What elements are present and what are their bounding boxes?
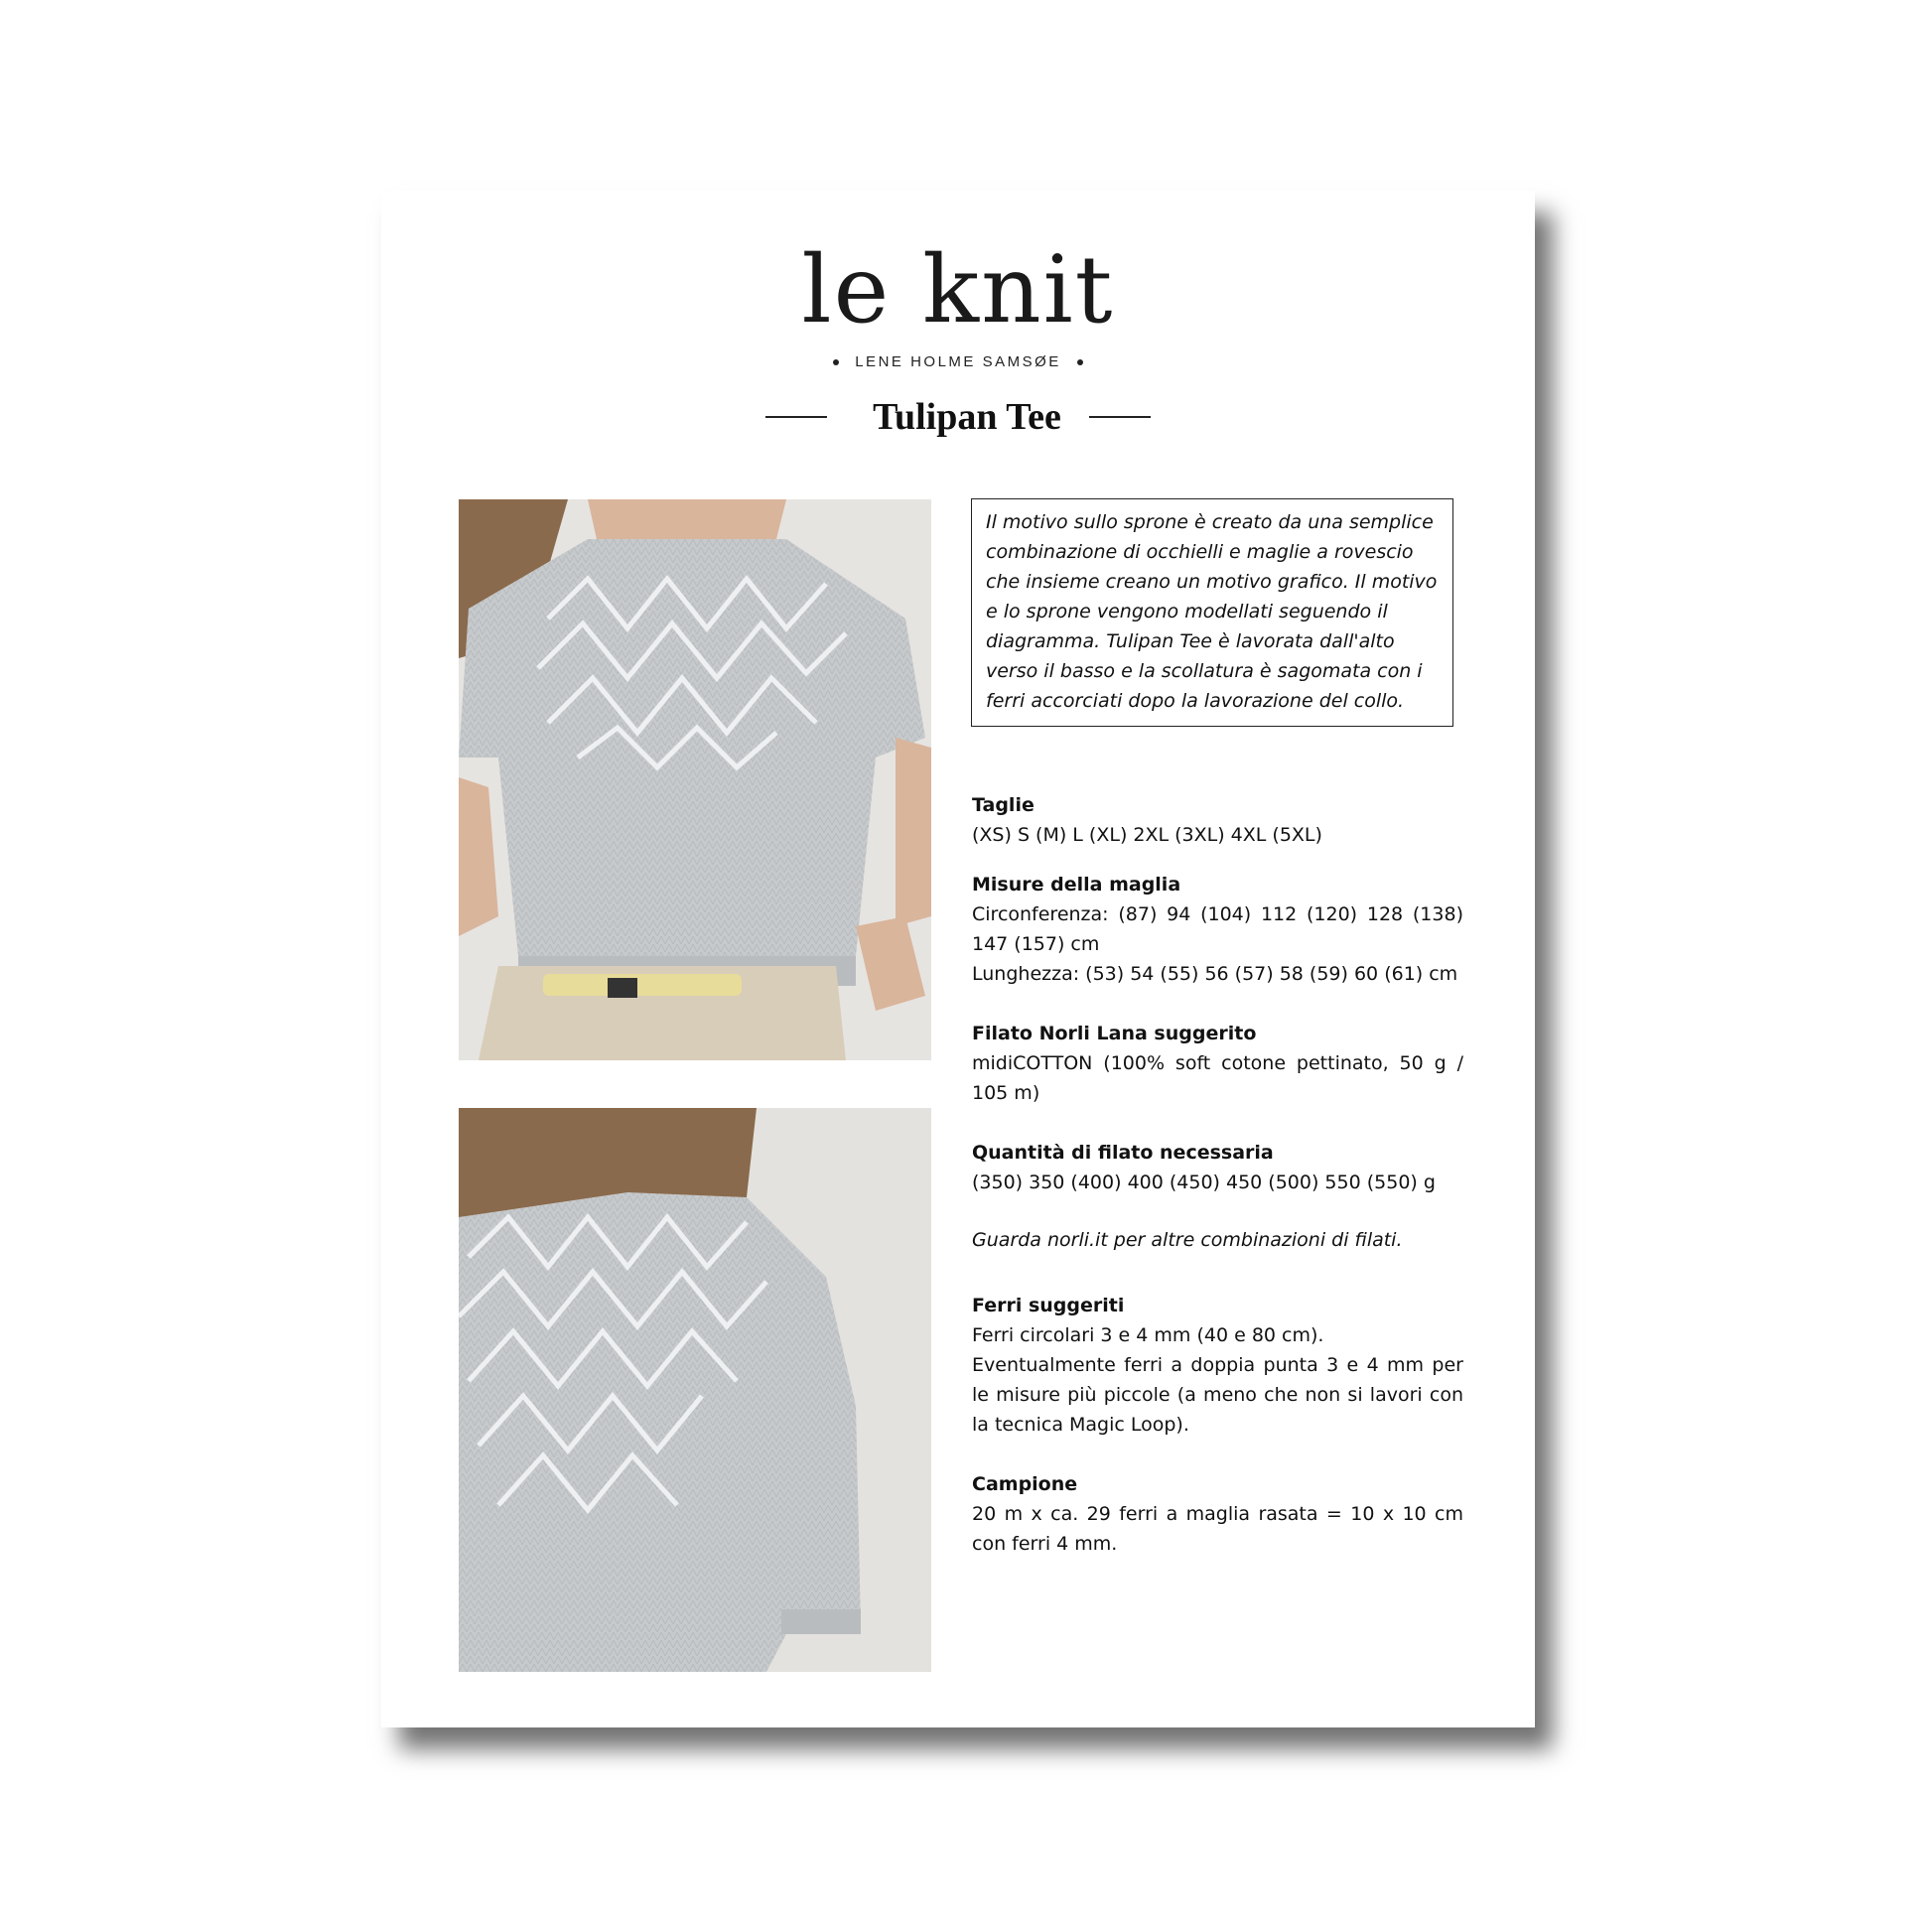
yarn-alternatives-note: Guarda norli.it per altre combinazioni di filati. — [972, 1229, 1403, 1251]
needles-line-2: Eventualmente ferri a doppia punta 3 e 4 mm per le misure più piccole (a meno che non si lavori con la tecnica Magic Loop). — [972, 1354, 1463, 1436]
spec-sizes — [972, 790, 1463, 850]
circumference-text: Circonferenza: (87) 94 (104) 112 (120) 128 (138) 147 (157) cm — [972, 903, 1463, 955]
description-box: Il motivo sullo sprone è creato da una semplice combinazione di occhielli e maglie a rovescio che insieme creano un motivo grafico. Il motivo e lo sprone vengono modellati seguendo il diagramma. Tulipan Tee è lavorata dall'alto verso il basso e la scollatura è sagomata con i ferri accorciati dopo la lavorazione del collo. — [971, 498, 1453, 727]
sweater-back-image — [459, 1108, 931, 1672]
yarn-heading: Filato Norli Lana suggerito — [972, 1023, 1257, 1044]
quantity-heading: Quantità di filato necessaria — [972, 1142, 1274, 1164]
length-text: Lunghezza: (53) 54 (55) 56 (57) 58 (59) 60 (61) cm — [972, 963, 1458, 985]
gauge-text: 20 m x ca. 29 ferri a maglia rasata = 10 x 10 cm con ferri 4 mm. — [972, 1503, 1463, 1555]
brand-logo — [381, 236, 1535, 370]
sizes-heading: Taglie — [972, 794, 1035, 816]
measurements-heading: Misure della maglia — [972, 874, 1181, 896]
designer-line — [381, 353, 1535, 370]
logo-wordmark: le knit — [801, 236, 1115, 345]
needles-line-1: Ferri circolari 3 e 4 mm (40 e 80 cm). — [972, 1324, 1324, 1346]
pattern-title: Tulipan Tee — [873, 396, 1061, 438]
gauge-heading: Campione — [972, 1473, 1078, 1495]
sweater-front-image — [459, 499, 931, 1060]
spec-measurements — [972, 870, 1463, 989]
yarn-text: midiCOTTON (100% soft cotone pettinato, 50 g / 105 m) — [972, 1052, 1463, 1104]
title-row — [381, 395, 1535, 439]
specifications — [972, 790, 1463, 1559]
spec-yarn — [972, 1019, 1463, 1108]
needles-heading: Ferri suggeriti — [972, 1295, 1125, 1316]
pattern-page — [381, 191, 1535, 1727]
title-rule-right — [1089, 416, 1151, 418]
bullet-icon — [833, 359, 839, 365]
quantity-text: (350) 350 (400) 400 (450) 450 (500) 550 (550) g — [972, 1172, 1436, 1193]
spec-needles — [972, 1291, 1463, 1440]
photo-back-view — [459, 1108, 931, 1672]
spec-gauge — [972, 1469, 1463, 1559]
sizes-text: (XS) S (M) L (XL) 2XL (3XL) 4XL (5XL) — [972, 824, 1322, 846]
title-rule-left — [765, 416, 827, 418]
spec-quantity — [972, 1138, 1463, 1255]
photo-front-view — [459, 499, 931, 1060]
designer-name: LENE HOLME SAMSØE — [855, 353, 1061, 370]
bullet-icon — [1077, 359, 1083, 365]
